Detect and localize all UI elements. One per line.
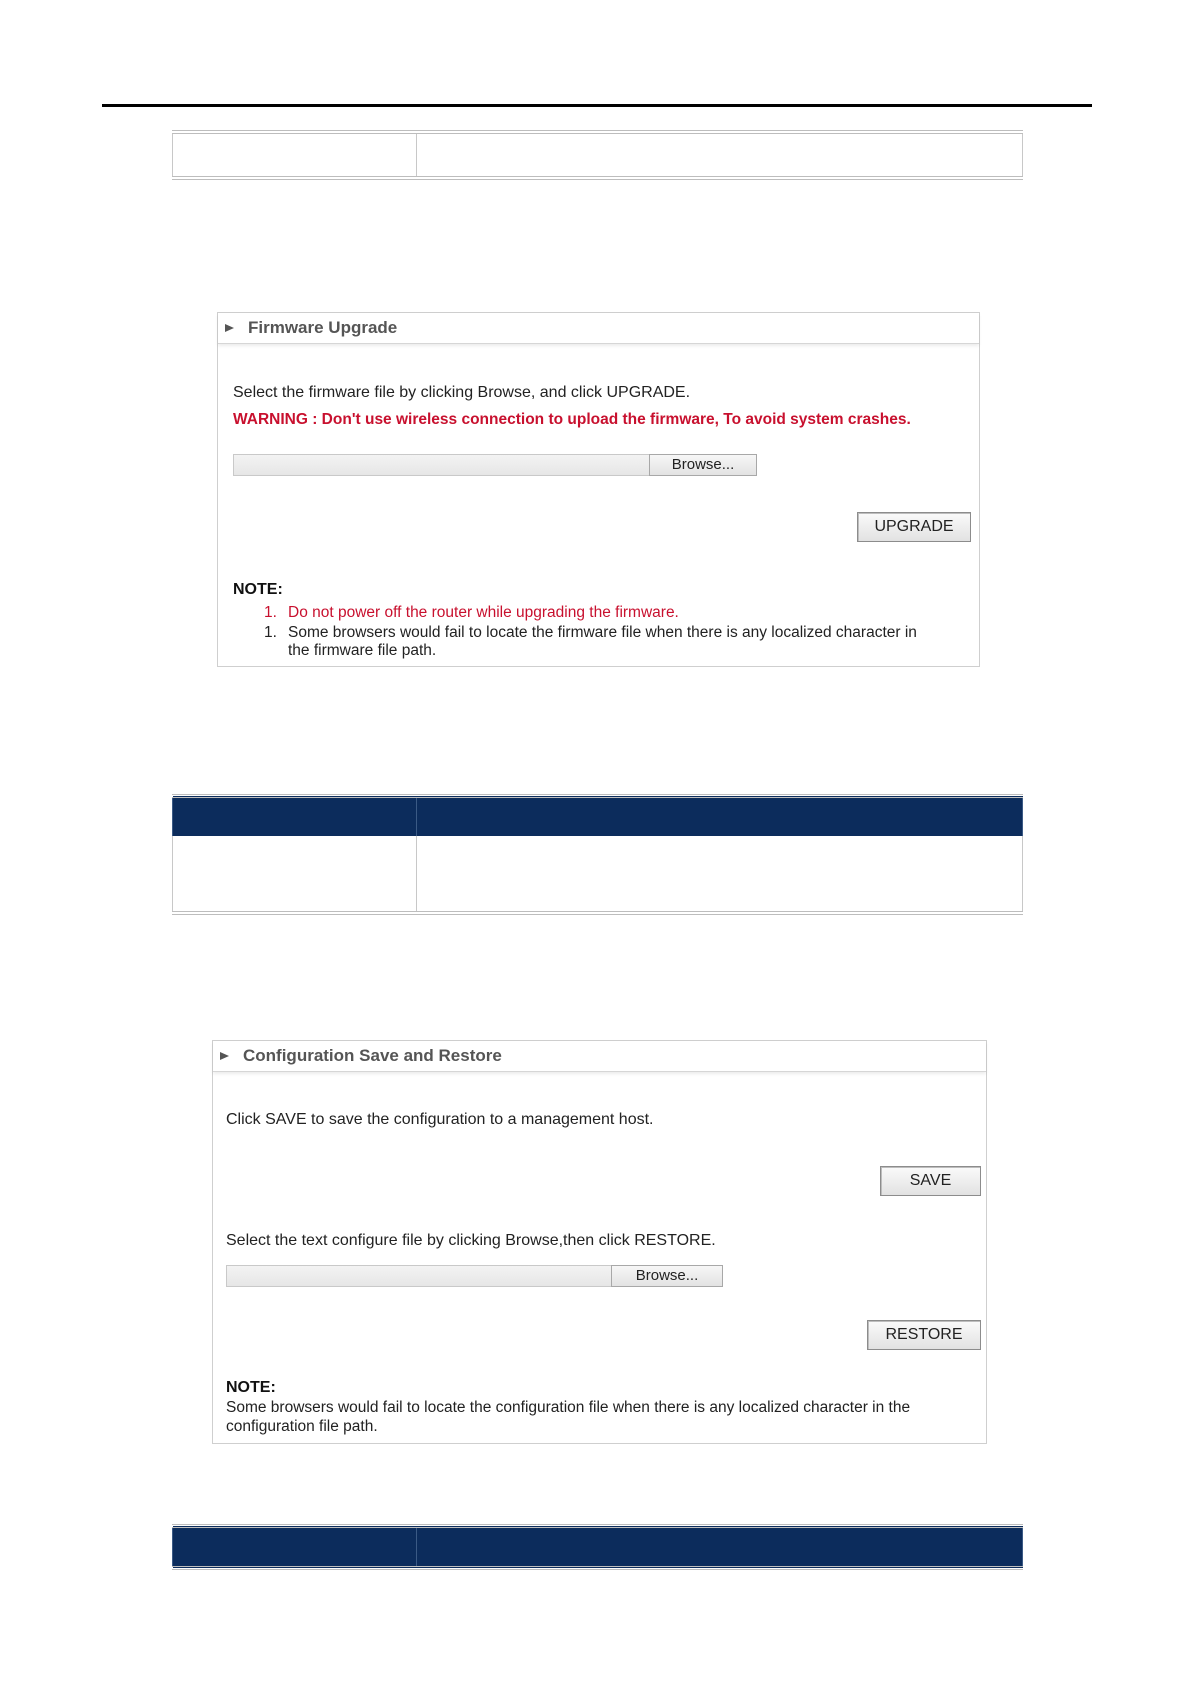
firmware-file-input[interactable] [233, 454, 651, 476]
note-number: 1. [264, 624, 277, 641]
panel-arrow-icon [220, 1052, 229, 1060]
doc-table-middle [172, 794, 1023, 915]
config-save-restore-panel [212, 1040, 987, 1444]
table-header-cell [173, 796, 417, 836]
save-button[interactable]: SAVE [880, 1166, 981, 1196]
table-cell [417, 132, 1023, 178]
doc-table-top [172, 130, 1023, 180]
config-note-line: configuration file path. [226, 1418, 378, 1435]
config-note-line: Some browsers would fail to locate the configuration file when there is any localized character in the [226, 1399, 911, 1416]
table-header-cell [417, 1526, 1023, 1568]
panel-title: Configuration Save and Restore [243, 1046, 502, 1065]
firmware-note-item [264, 604, 964, 622]
firmware-note-item [264, 624, 964, 660]
upgrade-button[interactable]: UPGRADE [857, 512, 971, 542]
table-header-cell [173, 1526, 417, 1568]
firmware-instruction: Select the firmware file by clicking Browse, and click UPGRADE. [233, 384, 691, 401]
config-browse-button[interactable]: Browse... [611, 1265, 723, 1287]
firmware-note-label: NOTE: [233, 581, 283, 598]
save-instruction: Click SAVE to save the configuration to a management host. [226, 1111, 654, 1128]
doc-table-bottom [172, 1524, 1023, 1570]
table-cell [417, 836, 1023, 913]
config-note-label: NOTE: [226, 1379, 276, 1396]
firmware-warning: WARNING : Don't use wireless connection to upload the firmware, To avoid system crashes. [233, 411, 911, 428]
note-text: Do not power off the router while upgrading the firmware. [288, 604, 679, 621]
restore-instruction: Select the text configure file by clicking Browse,then click RESTORE. [226, 1232, 716, 1249]
table-cell [173, 132, 417, 178]
note-text: Some browsers would fail to locate the firmware file when there is any localized character in [288, 624, 917, 641]
restore-button[interactable]: RESTORE [867, 1320, 981, 1350]
firmware-upgrade-panel [217, 312, 980, 667]
panel-arrow-icon [225, 324, 234, 332]
table-header-cell [417, 796, 1023, 836]
note-text-continued: the firmware file path. [288, 642, 437, 659]
table-cell [173, 836, 417, 913]
page-top-rule [102, 104, 1092, 107]
panel-header [213, 1041, 986, 1072]
firmware-browse-button[interactable]: Browse... [649, 454, 757, 476]
config-file-input[interactable] [226, 1265, 614, 1287]
panel-header [218, 313, 979, 344]
panel-title: Firmware Upgrade [248, 318, 398, 337]
note-number: 1. [264, 604, 277, 621]
